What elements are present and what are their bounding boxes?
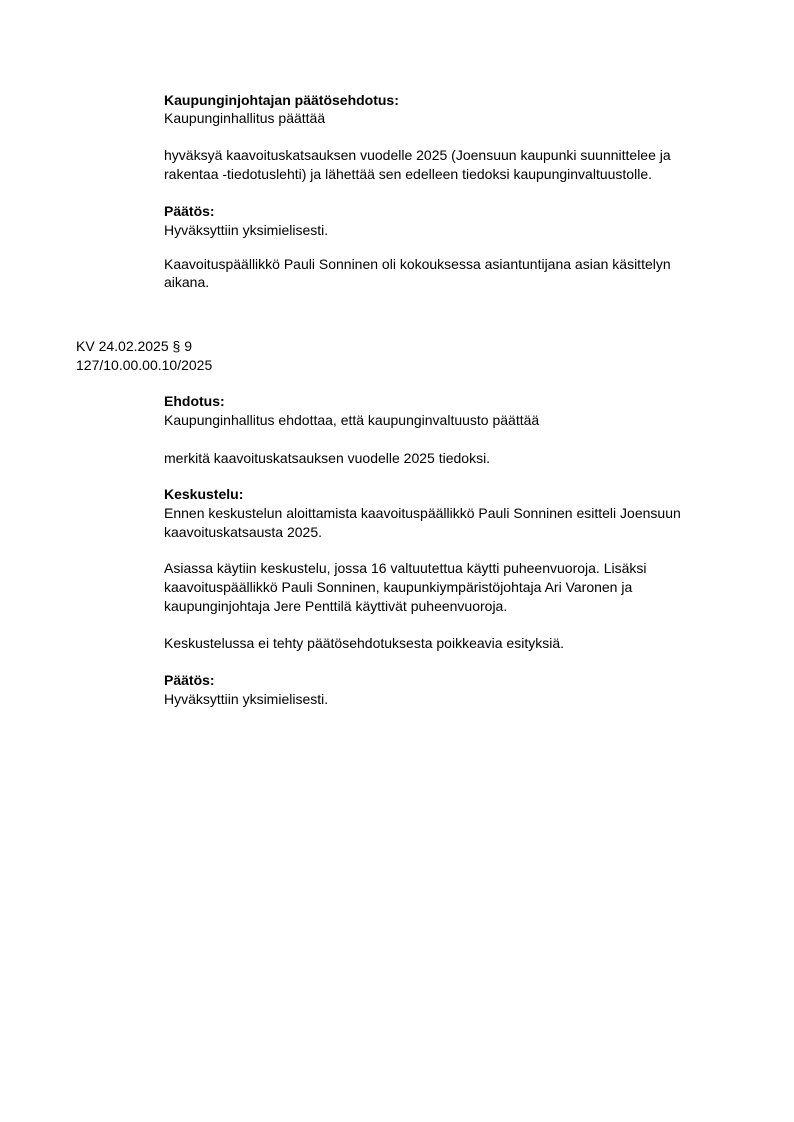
discussion-line: kaavoituspäällikkö Pauli Sonninen, kaupunkiympäristöjohtaja Ari Varonen ja <box>164 579 633 595</box>
discussion-line: Asiassa käytiin keskustelu, jossa 16 valtuutettua käytti puheenvuoroja. Lisäksi <box>164 560 647 576</box>
decision-heading: Päätös: <box>164 203 215 219</box>
decision-text: Hyväksyttiin yksimielisesti. <box>164 222 329 238</box>
proposal-heading: Kaupunginjohtajan päätösehdotus: <box>164 92 399 108</box>
discussion-intro-line: Ennen keskustelun aloittamista kaavoituspäällikkö Pauli Sonninen esitteli Joensuun <box>164 505 681 521</box>
note-line: aikana. <box>164 274 210 290</box>
decision-text: Hyväksyttiin yksimielisesti. <box>164 691 329 707</box>
ehdotus-intro: Kaupunginhallitus ehdottaa, että kaupunginvaltuusto päättää <box>164 412 540 428</box>
decision-heading: Päätös: <box>164 672 215 688</box>
ehdotus-text: merkitä kaavoituskatsauksen vuodelle 2025 tiedoksi. <box>164 450 491 466</box>
ehdotus-heading: Ehdotus: <box>164 393 225 409</box>
discussion-line: kaupunginjohtaja Jere Penttilä käyttivät puheenvuoroja. <box>164 598 508 614</box>
proposal-text-line: rakentaa -tiedotuslehti) ja lähettää sen edelleen tiedoksi kaupunginvaltuustolle. <box>164 166 652 182</box>
discussion-intro-line: kaavoituskatsausta 2025. <box>164 524 322 540</box>
note-line: Kaavoituspäällikkö Pauli Sonninen oli kokouksessa asiantuntijana asian käsittelyn <box>164 256 671 272</box>
meeting-reference: KV 24.02.2025 § 9 <box>76 338 192 354</box>
no-proposals-text: Keskustelussa ei tehty päätösehdotuksesta poikkeavia esityksiä. <box>164 635 565 651</box>
proposal-intro: Kaupunginhallitus päättää <box>164 110 326 126</box>
record-number: 127/10.00.00.10/2025 <box>76 357 213 373</box>
discussion-heading: Keskustelu: <box>164 486 244 502</box>
proposal-text-line: hyväksyä kaavoituskatsauksen vuodelle 2025 (Joensuun kaupunki suunnittelee ja <box>164 147 671 163</box>
